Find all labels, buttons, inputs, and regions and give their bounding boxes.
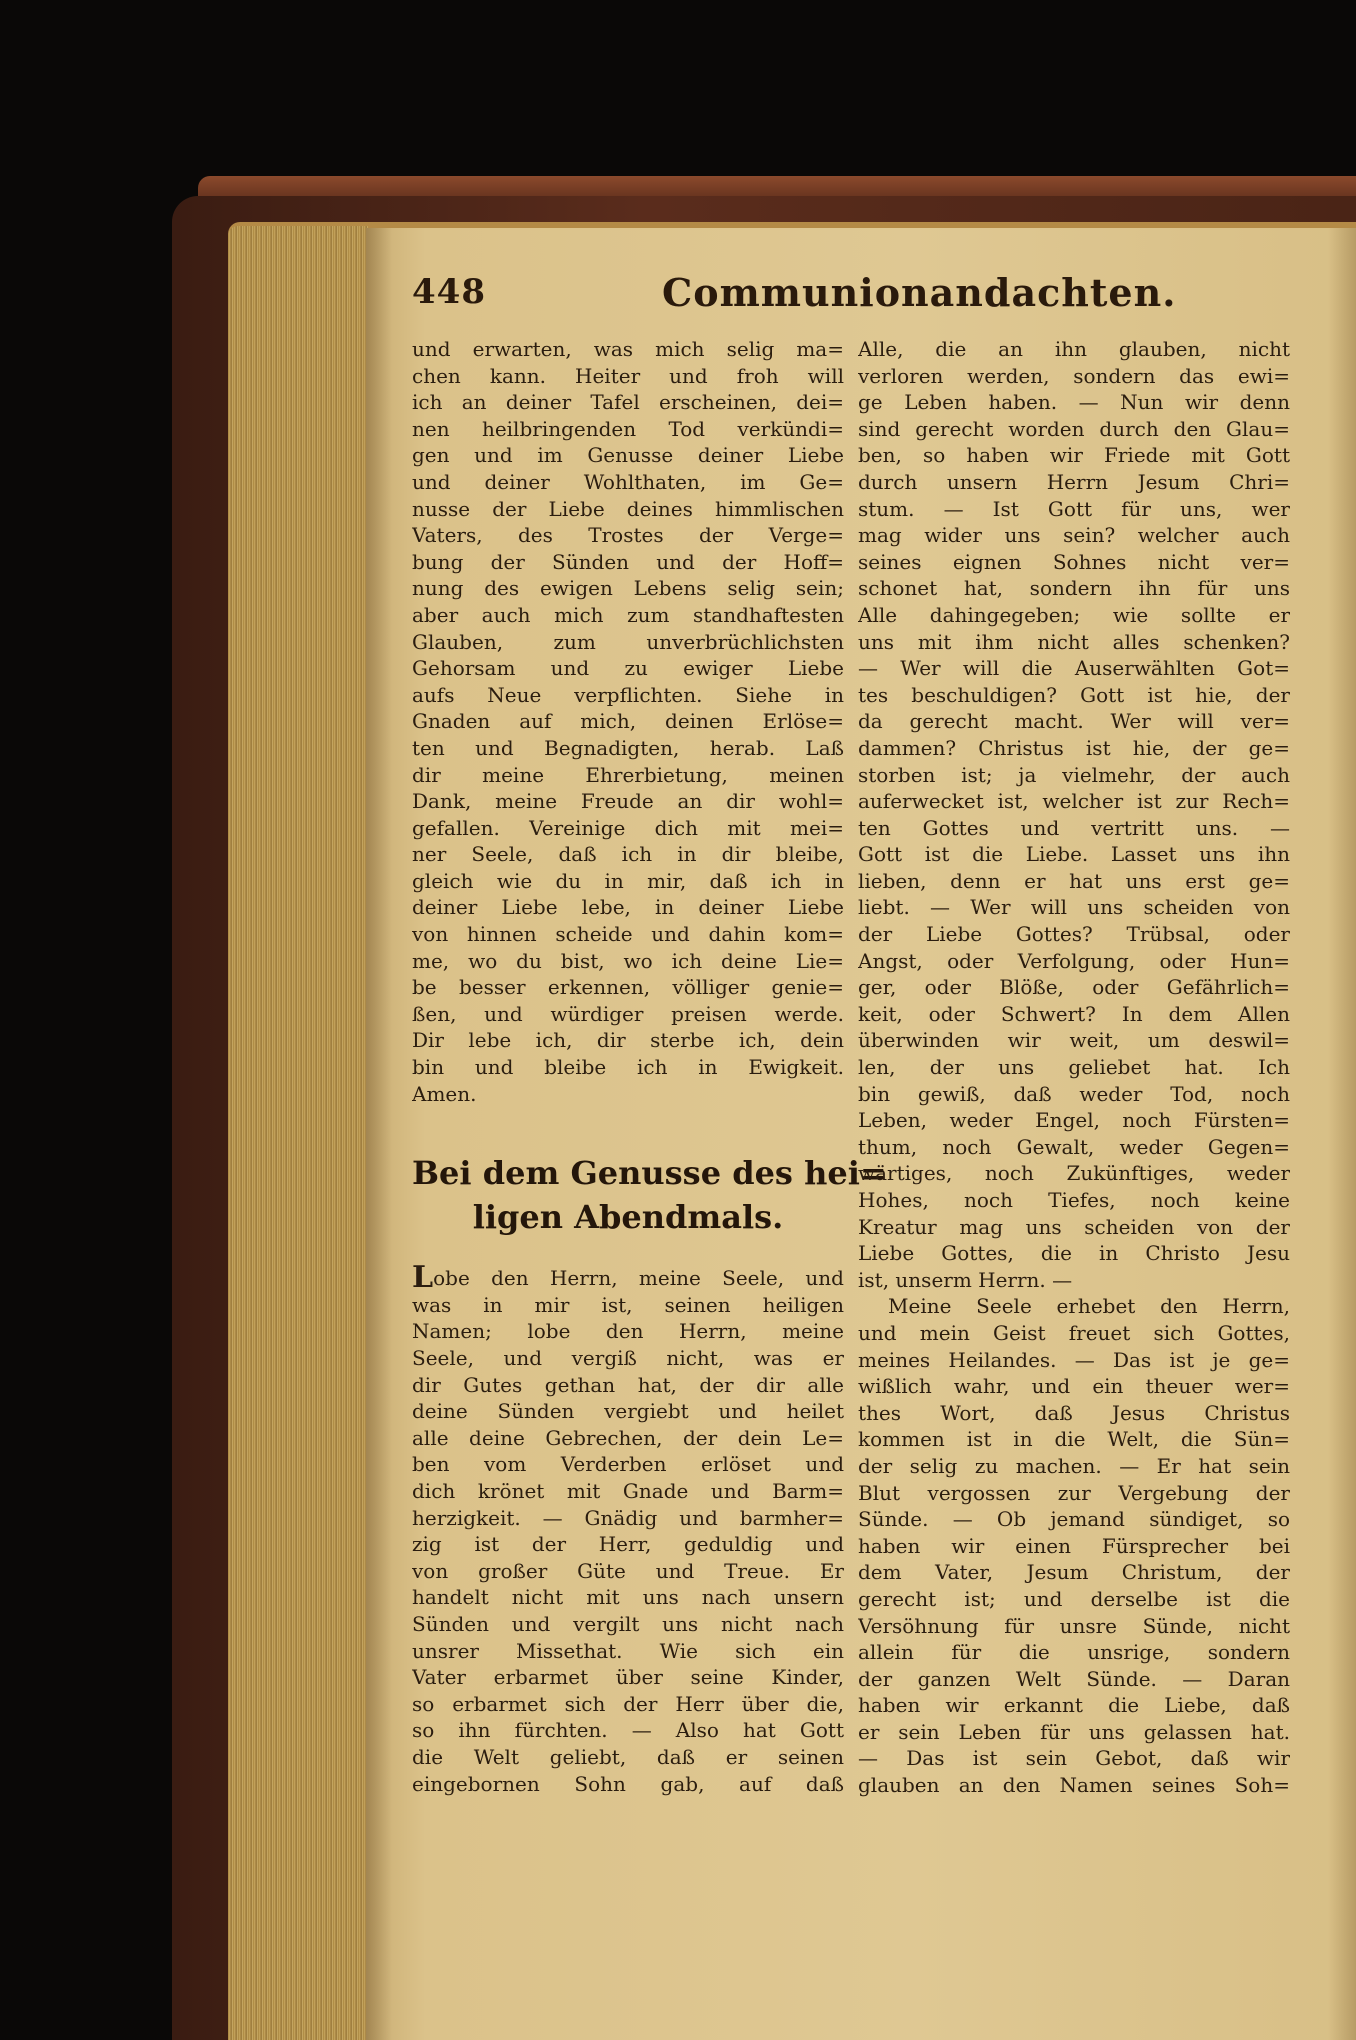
text-line: Alle, die an ihn glauben, nicht — [858, 337, 1290, 361]
text-line: von hinnen scheide und dahin kom= — [412, 922, 844, 947]
text-line: Glauben, zum unverbrüchlichsten — [412, 629, 844, 654]
text-line: glauben an den Namen seines Soh= — [858, 1773, 1290, 1798]
text-line: Sünde. — Ob jemand sündiget, so — [858, 1507, 1290, 1532]
text-line: Sünden und vergilt uns nicht nach — [412, 1611, 844, 1636]
text-line: len, der uns geliebet hat. Ich — [858, 1055, 1290, 1080]
text-line: kommen ist in die Welt, die Sün= — [858, 1427, 1290, 1452]
text-line: und mein Geist freuet sich Gottes, — [858, 1320, 1290, 1345]
text-line: der Liebe Gottes? Trübsal, oder — [858, 922, 1290, 947]
text-line: gleich wie du in mir, daß ich in — [412, 868, 844, 893]
text-line: auferwecket ist, welcher ist zur Rech= — [858, 789, 1290, 814]
text-line: Gott ist die Liebe. Lasset uns ihn — [858, 842, 1290, 867]
text-line: wärtiges, noch Zukünftiges, weder — [858, 1161, 1290, 1186]
text-line: der selig zu machen. — Er hat sein — [858, 1453, 1290, 1478]
section-heading — [412, 1151, 887, 1239]
text-line: haben wir erkannt die Liebe, daß — [858, 1693, 1290, 1718]
text-line: dich krönet mit Gnade und Barm= — [412, 1478, 844, 1503]
running-title: Communionandachten. — [662, 270, 1177, 315]
text-line: eingebornen Sohn gab, auf daß — [412, 1771, 844, 1796]
text-line: deiner Liebe lebe, in deiner Liebe — [412, 895, 844, 920]
text-line: Gnaden auf mich, deinen Erlöse= — [412, 709, 844, 734]
text-line: uns mit ihm nicht alles schenken? — [858, 629, 1290, 654]
text-line: tes beschuldigen? Gott ist hie, der — [858, 682, 1290, 707]
text-line: ner Seele, daß ich in dir bleibe, — [412, 842, 844, 867]
text-line: Vater erbarmet über seine Kinder, — [412, 1665, 844, 1690]
text-line: aber auch mich zum standhaftesten — [412, 602, 844, 627]
text-line: mag wider uns sein? welcher auch — [858, 523, 1290, 548]
text-line: Dank, meine Freude an dir wohl= — [412, 789, 844, 814]
text-line: ten und Begnadigten, herab. Laß — [412, 735, 844, 760]
text-line: lieben, denn er hat uns erst ge= — [858, 868, 1290, 893]
text-line: Gehorsam und zu ewiger Liebe — [412, 656, 844, 681]
text-line: seines eignen Sohnes nicht ver= — [858, 549, 1290, 574]
text-line: nusse der Liebe deines himmlischen — [412, 496, 844, 521]
text-line: und erwarten, was mich selig ma= — [412, 337, 844, 361]
text-line: gen und im Genusse deiner Liebe — [412, 443, 844, 468]
text-line: Dir lebe ich, dir sterbe ich, dein — [412, 1028, 844, 1053]
text-line: Versöhnung für unsre Sünde, nicht — [858, 1613, 1290, 1638]
text-line: durch unsern Herrn Jesum Chri= — [858, 469, 1290, 494]
text-line: ger, oder Blöße, oder Gefährlich= — [858, 975, 1290, 1000]
text-line: Meine Seele erhebet den Herrn, — [888, 1294, 1290, 1319]
text-line: dir meine Ehrerbietung, meinen — [412, 762, 844, 787]
text-line: was in mir ist, seinen heiligen — [412, 1292, 844, 1317]
text-line: keit, oder Schwert? In dem Allen — [858, 1001, 1290, 1026]
text-line: dir Gutes gethan hat, der dir alle — [412, 1372, 844, 1397]
text-line: Liebe Gottes, die in Christo Jesu — [858, 1241, 1290, 1266]
text-line: Seele, und vergiß nicht, was er — [412, 1346, 844, 1370]
text-line: liebt. — Wer will uns scheiden von — [858, 895, 1290, 920]
left-column — [412, 336, 887, 1797]
drop-cap: L — [412, 1265, 434, 1292]
section-heading-line-2: ligen Abendmals. — [472, 1198, 784, 1237]
text-line: so ihn fürchten. — Also hat Gott — [412, 1718, 844, 1743]
text-line: — Wer will die Auserwählten Got= — [858, 656, 1290, 681]
text-line: — Das ist sein Gebot, daß wir — [858, 1746, 1290, 1771]
text-line: be besser erkennen, völliger genie= — [412, 975, 844, 1000]
text-line: Angst, oder Verfolgung, oder Hun= — [858, 948, 1290, 973]
text-line: die Welt geliebt, daß er seinen — [412, 1744, 844, 1769]
page-right-edge — [1328, 228, 1356, 2040]
text-line: herzigkeit. — Gnädig und barmher= — [412, 1505, 844, 1530]
section-heading-line-1: Bei dem Genusse des hei= — [412, 1154, 887, 1193]
text-line: allein für die unsrige, sondern — [858, 1640, 1290, 1665]
text-line: me, wo du bist, wo ich deine Lie= — [412, 948, 844, 973]
text-line: ist, unserm Herrn. — — [858, 1267, 1073, 1292]
text-line: gerecht ist; und derselbe ist die — [858, 1586, 1290, 1611]
page-header — [412, 270, 1292, 320]
text-line: gefallen. Vereinige dich mit mei= — [412, 815, 844, 840]
text-line: von großer Güte und Treue. Er — [412, 1558, 844, 1583]
text-line: ben vom Verderben erlöset und — [412, 1452, 844, 1477]
text-line: unsrer Missethat. Wie sich ein — [412, 1638, 844, 1663]
text-line: meines Heilandes. — Das ist je ge= — [858, 1347, 1290, 1372]
text-line: ten Gottes und vertritt uns. — — [858, 815, 1290, 840]
text-line: Amen. — [412, 1081, 477, 1106]
text-line: sind gerecht worden durch den Glau= — [858, 416, 1290, 441]
gutter-shadow — [366, 228, 392, 2040]
text-line: thum, noch Gewalt, weder Gegen= — [858, 1134, 1290, 1159]
text-line: aufs Neue verpflichten. Siehe in — [412, 682, 844, 707]
left-column-paragraph-2 — [412, 1265, 844, 1797]
text-line: thes Wort, daß Jesus Christus — [858, 1400, 1290, 1425]
text-line: verloren werden, sondern das ewi= — [858, 363, 1290, 388]
text-line: handelt nicht mit uns nach unsern — [412, 1585, 844, 1610]
text-line: bin gewiß, daß weder Tod, noch — [858, 1081, 1290, 1106]
text-line: alle deine Gebrechen, der dein Le= — [412, 1425, 844, 1450]
text-line: dammen? Christus ist hie, der ge= — [858, 735, 1290, 760]
text-line: zig ist der Herr, geduldig und — [412, 1532, 844, 1557]
text-line: bung der Sünden und der Hoff= — [412, 549, 844, 574]
text-line: Kreatur mag uns scheiden von der — [858, 1214, 1290, 1239]
text-line: nung des ewigen Lebens selig sein; — [412, 576, 844, 601]
text-line: nen heilbringenden Tod verkündi= — [412, 416, 844, 441]
text-line: bin und bleibe ich in Ewigkeit. — [412, 1055, 844, 1080]
page-number: 448 — [412, 272, 486, 312]
text-line: haben wir einen Fürsprecher bei — [858, 1533, 1290, 1558]
text-line: so erbarmet sich der Herr über die, — [412, 1691, 844, 1716]
text-line: Leben, weder Engel, noch Fürsten= — [858, 1108, 1290, 1133]
text-line: Vaters, des Trostes der Verge= — [412, 523, 844, 548]
right-column-text — [858, 336, 1290, 1799]
text-line: storben ist; ja vielmehr, der auch — [858, 762, 1290, 787]
text-line: Alle dahingegeben; wie sollte er — [858, 602, 1290, 627]
text-line: der ganzen Welt Sünde. — Daran — [858, 1666, 1290, 1691]
text-line — [412, 1265, 844, 1292]
text-line: wißlich wahr, und ein theuer wer= — [858, 1374, 1290, 1399]
text-line: er sein Leben für uns gelassen hat. — [858, 1719, 1290, 1744]
text-line: überwinden wir weit, um deswil= — [858, 1028, 1290, 1053]
text-line: und deiner Wohlthaten, im Ge= — [412, 469, 844, 494]
text-line: ben, so haben wir Friede mit Gott — [858, 443, 1290, 468]
text-line: stum. — Ist Gott für uns, wer — [858, 496, 1290, 521]
text-line: da gerecht macht. Wer will ver= — [858, 709, 1290, 734]
right-column — [858, 336, 1290, 1799]
text-line: Blut vergossen zur Vergebung der — [858, 1480, 1290, 1505]
text-line: chen kann. Heiter und froh will — [412, 363, 844, 388]
text-line: deine Sünden vergiebt und heilet — [412, 1399, 844, 1424]
text-line: ßen, und würdiger preisen werde. — [412, 1001, 844, 1026]
text-line: ge Leben haben. — Nun wir denn — [858, 390, 1290, 415]
text-line: Hohes, noch Tiefes, noch keine — [858, 1188, 1290, 1212]
text-line: Namen; lobe den Herrn, meine — [412, 1319, 844, 1344]
text-line: ich an deiner Tafel erscheinen, dei= — [412, 390, 844, 415]
text-line: schonet hat, sondern ihn für uns — [858, 576, 1290, 601]
gilded-page-edges — [228, 226, 368, 2040]
text-line: dem Vater, Jesum Christum, der — [858, 1560, 1290, 1585]
left-column-paragraph-1 — [412, 336, 844, 1107]
text-line-content: obe den Herrn, meine Seele, und — [433, 1266, 844, 1291]
